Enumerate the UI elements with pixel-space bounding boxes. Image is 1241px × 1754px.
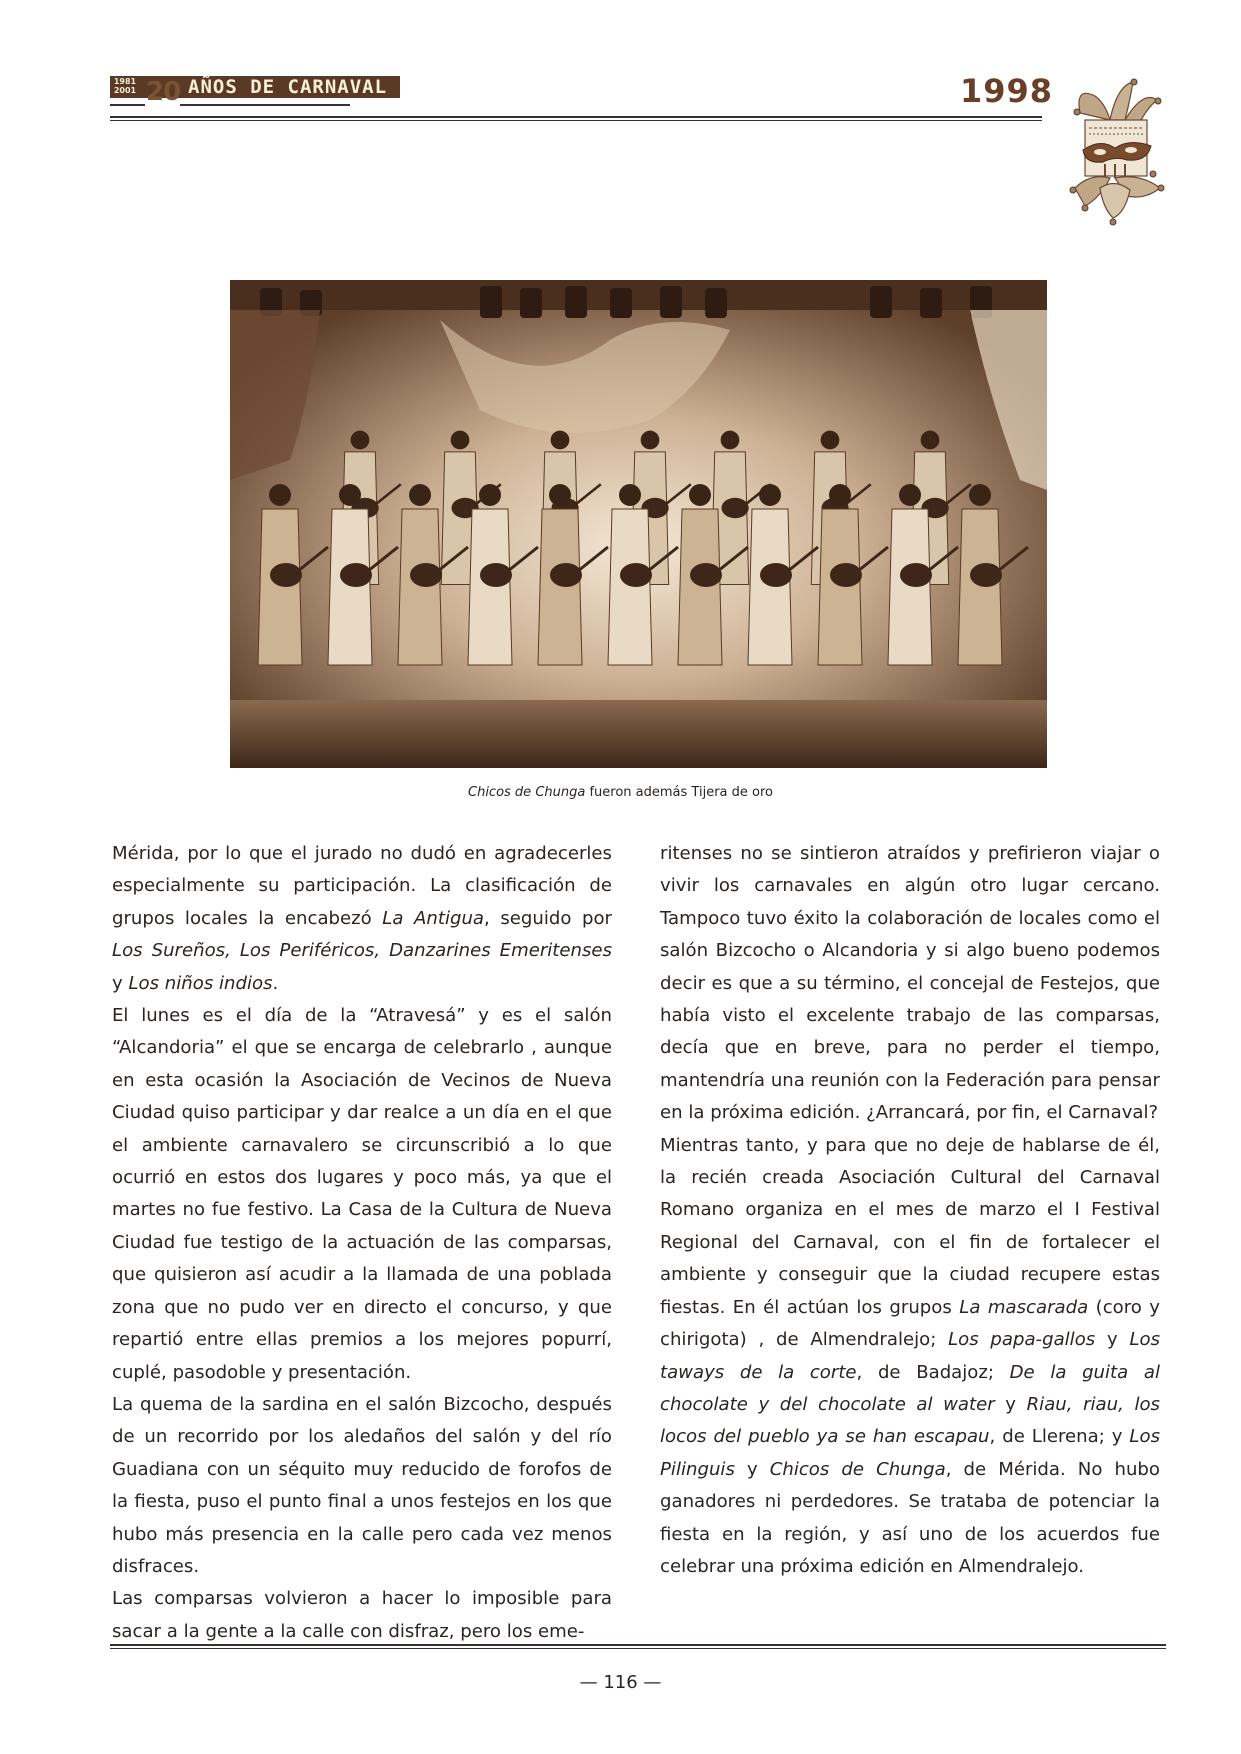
text-run: y [994,1393,1027,1415]
italic-title: Los niños indios [128,972,273,994]
text-run: , seguido por [484,907,612,929]
text-run: El lunes es el día de la “Atravesá” y es el salón “Alcandoria” el que se encarga de celebrarlo , aunque en esta ocasión la Asociación de Vecinos de Nueva Ciudad quiso participar y dar realce a un día en el que el ambiente carnavalero se circunscribió a lo que ocurrió en estos dos lugares y poco más, ya que el martes no fue festivo. La Casa de la Cultura de Nueva Ciudad fue testigo de la actuación de las comparsas, que quisieron así acudir a la llamada de una poblada zona que no pudo ver en directo el concurso, y que repartió entre ellas premios a los mejores popurrí, cuplé, pasodoble y presentación. [112,1005,612,1383]
header-twenty: 20 [146,77,181,107]
text-run: ritenses no se sintieron atraídos y prefirieron viajar o vivir los carnavales en algún otro lugar cercano. Tampoco tuvo éxito la colaboración de locales como el salón Bizcocho o Alcandoria y si algo bueno podemos decir es que a su término, el concejal de Festejos, que había visto el excelente trabajo de las comparsas, decía que en breve, para no perder el tiempo, mantendría una reunión con la Federación para pensar en la próxima edición. ¿Arrancará, por fin, el Carnaval? [660,843,1160,1124]
photo-illustration [230,280,1047,768]
italic-title: Los taways de la corte [660,1329,1161,1383]
jester-mask-icon [1055,78,1175,228]
header-year-end: 2001 [113,86,137,95]
body-paragraph [660,1130,1160,1584]
text-run: , de Badajoz; [856,1361,1010,1383]
text-run: . [272,972,279,994]
footer-rule [110,1644,1166,1649]
body-paragraph [660,838,1160,1130]
text-run: y [112,972,129,994]
header-underline [180,104,350,106]
italic-title: La Antigua [382,907,485,929]
header-underline [110,104,145,106]
text-run: , de Llerena; y [989,1426,1130,1448]
body-column-left [112,838,612,1648]
photo-caption [0,785,1241,800]
header-year-start: 1981 [113,77,137,86]
text-run: La quema de la sardina en el salón Bizcocho, después de un recorrido por los aledaños del salón y del río Guadiana con un séquito muy reducido de forofos de la fiesta, puso el punto final a unos festejos en los que hubo más presencia en la calle pero cada vez menos disfraces. [112,1393,612,1577]
body-paragraph [112,1000,612,1389]
body-column-right [660,838,1160,1583]
text-run: (coro y chirigota) , de Almendralejo; [660,1296,1161,1351]
header-rule [110,116,1042,121]
page-number: — 116 — [579,1672,662,1693]
text-run: Mérida, por lo que el jurado no dudó en agradecerles especialmente su participación. La clasificación de grupos locales la encabezó [112,843,612,929]
italic-title: Riau, riau, los locos del pueblo ya se han escapau [660,1393,1160,1448]
italic-title: Los Sureños, Los Periféricos, Danzarines Emeritenses [112,940,612,962]
italic-title: Los Pilinguis [660,1426,1160,1480]
body-paragraph [112,1389,612,1583]
italic-title: De la guita al chocolate y del chocolate al water [660,1361,1160,1415]
text-run: , de Mérida. No hubo ganadores ni perdedores. Se trataba de potenciar la fiesta en la región, y así uno de los acuerdos fue celebrar una próxima edición en Almendralejo. [660,1458,1160,1577]
text-run: Mientras tanto, y para que no deje de hablarse de él, la recién creada Asociación Cultural del Carnaval Romano organiza en el mes de marzo el I Festival Regional del Carnaval, con el fin de fortalecer el ambiente y conseguir que la ciudad recupere estas fiestas. En él actúan los grupos [660,1134,1160,1318]
italic-title: La mascarada [959,1296,1089,1318]
italic-title: Chicos de Chunga [769,1458,946,1480]
body-paragraph [112,838,612,1000]
caption-group-name: Chicos de Chunga [468,785,586,800]
text-run: y [734,1458,770,1480]
header-title: AÑOS DE CARNAVAL [188,76,388,98]
body-paragraph [112,1583,612,1648]
caption-text: fueron además Tijera de oro [585,785,773,800]
header-years [112,77,138,95]
italic-title: Los papa-gallos [948,1329,1096,1351]
text-run: y [1095,1329,1130,1351]
stage-photo [230,280,1047,768]
text-run: Las comparsas volvieron a hacer lo imposible para sacar a la gente a la calle con disfraz, pero los eme- [112,1588,612,1642]
section-year: 1998 [960,72,1054,110]
